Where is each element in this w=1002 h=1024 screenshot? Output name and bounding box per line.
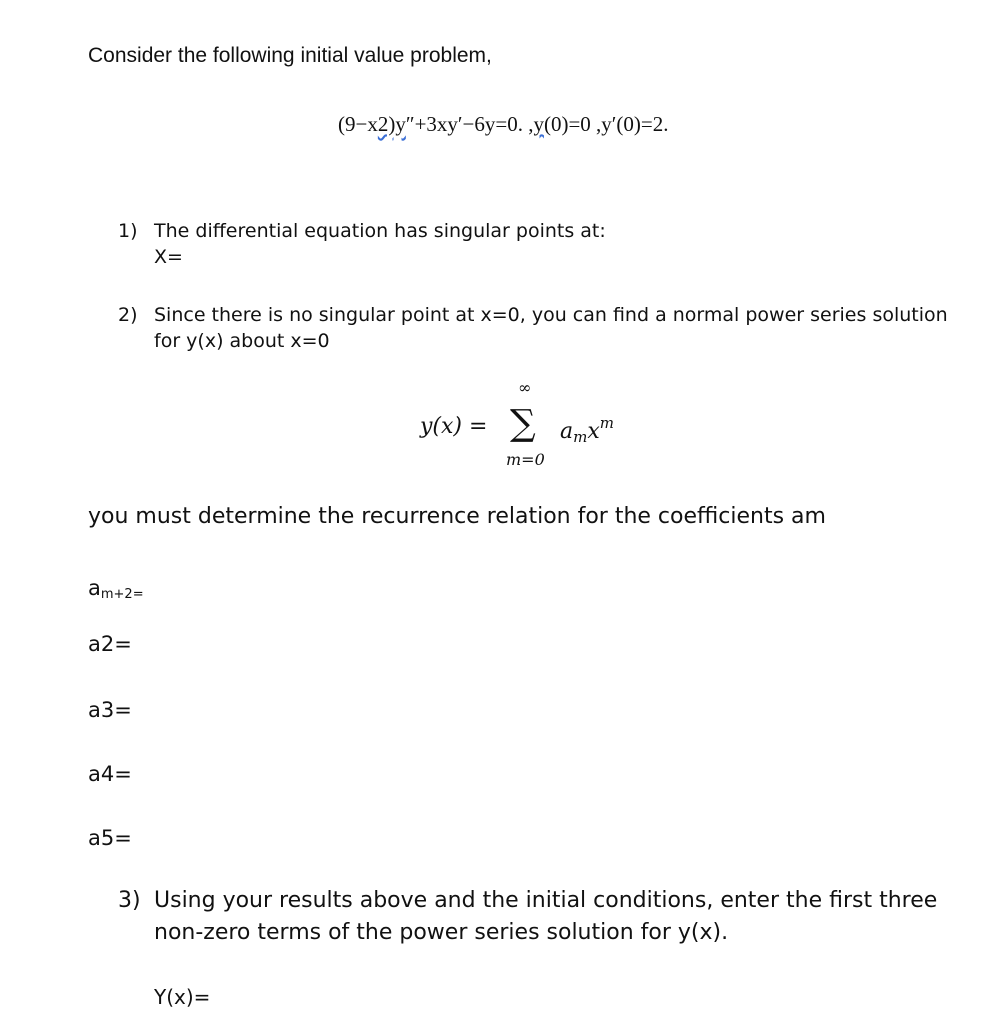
question-1-answer-label: X= — [154, 246, 183, 268]
ivp-part-1: (9−x — [338, 112, 378, 136]
recurrence-instruction: you must determine the recurrence relation for the coefficients am — [88, 504, 826, 529]
question-1-text: The differential equation has singular points at: — [154, 220, 606, 242]
am-plus-2-sub: m+2= — [100, 587, 144, 602]
formula-term — [560, 414, 614, 446]
question-2-text: Since there is no singular point at x=0, you can find a normal power series solution — [154, 304, 948, 326]
ivp-part-2: 2)y — [377, 112, 406, 136]
formula-coef-sub: m — [573, 428, 588, 446]
formula-lower-limit: m=0 — [506, 450, 545, 469]
question-3-text: Using your results above and the initial conditions, enter the first three — [154, 888, 938, 913]
intro-text: Consider the following initial value problem, — [88, 44, 492, 67]
ivp-part-4: y — [533, 112, 544, 136]
question-2-text-line-2: for y(x) about x=0 — [154, 330, 330, 352]
question-2-number: 2) — [118, 304, 138, 326]
question-3-text-line-2: non-zero terms of the power series solution for y(x). — [154, 920, 729, 945]
formula-var-sup: m — [599, 414, 615, 432]
a4-label: a4= — [88, 762, 132, 786]
ivp-equation — [338, 112, 668, 137]
power-series-formula — [420, 378, 680, 474]
formula-upper-limit: ∞ — [518, 378, 532, 397]
ivp-part-3: ″+3xy′−6y=0. , — [405, 112, 534, 136]
formula-var: x — [587, 419, 600, 444]
a3-label: a3= — [88, 698, 132, 722]
formula-lhs: y(x) = — [420, 414, 488, 439]
am-plus-2-base: a — [88, 576, 101, 600]
question-1-number: 1) — [118, 220, 138, 242]
formula-coef: a — [560, 419, 574, 444]
ivp-part-5: (0)=0 ,y′(0)=2. — [543, 112, 669, 136]
a5-label: a5= — [88, 826, 132, 850]
a2-label: a2= — [88, 632, 132, 656]
question-3-number: 3) — [118, 888, 141, 913]
sigma-symbol: ∑ — [510, 403, 536, 444]
am-plus-2-label — [88, 576, 144, 602]
question-3-answer-label: Y(x)= — [154, 985, 211, 1009]
